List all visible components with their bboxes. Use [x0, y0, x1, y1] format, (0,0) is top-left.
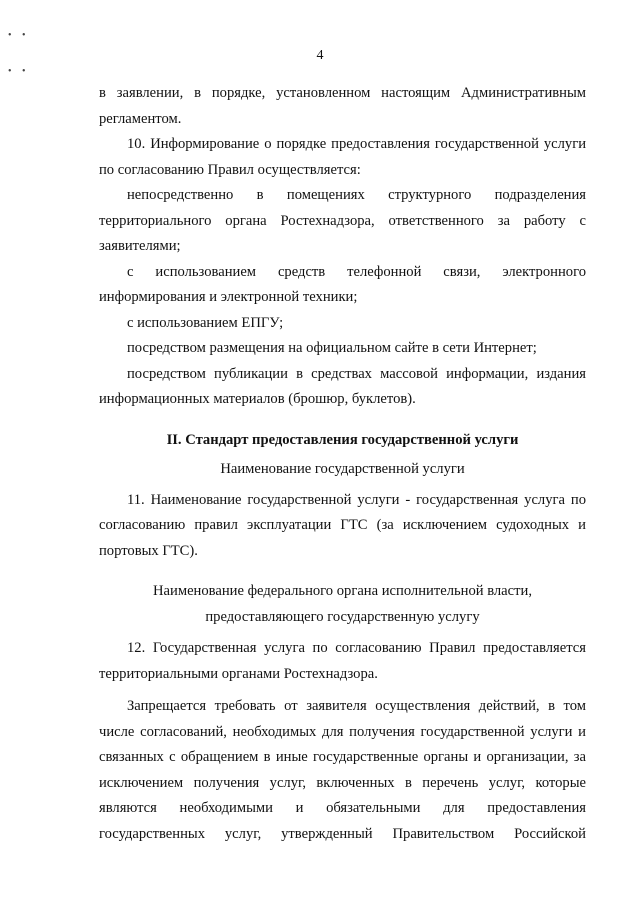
list-item-epgu: с использованием ЕПГУ; [127, 314, 284, 331]
subheading-service-name: Наименование государственной услуги [220, 461, 465, 477]
paragraph-12: 12. Государственная услуга по согласованию Правил предоставляется территориальными органами Ростехнадзора. [99, 640, 586, 682]
paragraph-prohibition: Запрещается требовать от заявителя осуществления действий, в том числе согласований, необходимых для получения государственной услуги и связанных с обращением в иные государственные органы и организации, за исключением получения услуг, включенных в перечень услуг, которые являются необходимыми и обязательными для предоставления государственных услуг, утвержденный Правительством Российской [99, 698, 586, 842]
subheading-authority-line-2: предоставляющего государственную услугу [205, 608, 480, 625]
list-item-website: посредством размещения на официальном сайте в сети Интернет; [127, 340, 537, 356]
subheading-authority-line-1: Наименование федерального органа исполнительной власти, [153, 583, 532, 599]
document-body [99, 81, 586, 847]
page-number: 4 [316, 48, 324, 63]
margin-mark-second: • • [8, 66, 30, 77]
paragraph-11: 11. Наименование государственной услуги - государственная услуга по согласованию правил эксплуатации ГТС (за исключением судоходных и портовых ГТС). [99, 491, 586, 559]
list-item-media: посредством публикации в средствах массовой информации, издания информационных материалов (брошюр, буклетов). [99, 365, 586, 407]
margin-mark-top: • • [8, 30, 30, 41]
list-item-premises: непосредственно в помещениях структурного подразделения территориального органа Ростехнадзора, ответственного за работу с заявителями; [99, 187, 586, 254]
paragraph-continuation: в заявлении, в порядке, установленном настоящим Административным регламентом. [99, 85, 586, 127]
subheading-authority [99, 579, 586, 630]
paragraph-10: 10. Информирование о порядке предоставления государственной услуги по согласованию Правил осуществляется: [99, 136, 586, 178]
section-heading: II. Стандарт предоставления государственной услуги [166, 431, 519, 448]
list-item-telephone: с использованием средств телефонной связи, электронного информирования и электронной техники; [99, 263, 586, 305]
